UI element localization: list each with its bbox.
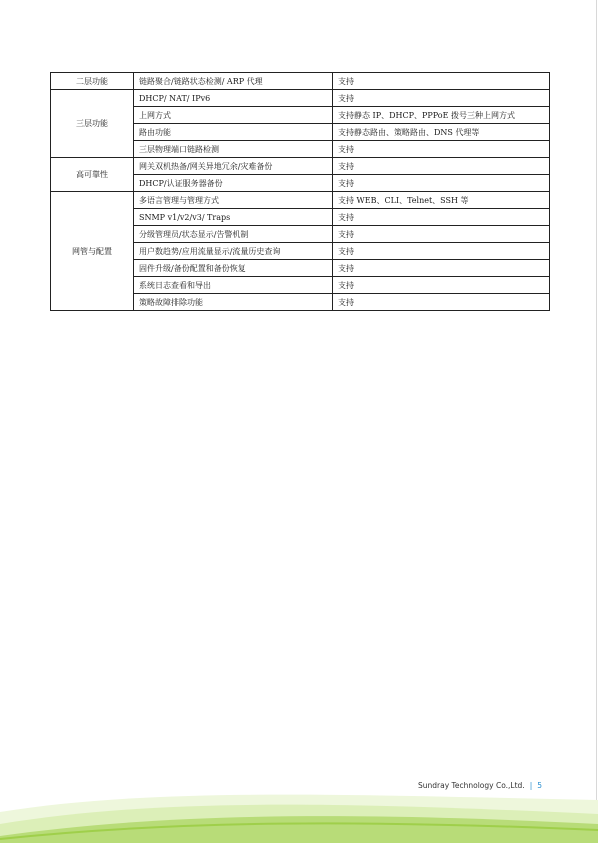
spec-table (50, 72, 550, 311)
table-row (51, 73, 550, 90)
category-cell: 三层功能 (51, 90, 134, 158)
support-cell: 支持 WEB、CLI、Telnet、SSH 等 (333, 192, 550, 209)
table-row (51, 192, 550, 209)
page-footer (418, 781, 542, 790)
spec-table-body (51, 73, 550, 311)
category-cell: 二层功能 (51, 73, 134, 90)
footer-separator: | (529, 781, 533, 790)
support-cell: 支持 (333, 226, 550, 243)
footer-company: Sundray Technology Co.,Ltd. (418, 781, 525, 790)
support-cell: 支持 (333, 294, 550, 311)
footer-wave-decoration (0, 790, 598, 843)
feature-cell: 路由功能 (134, 124, 333, 141)
feature-cell: 上网方式 (134, 107, 333, 124)
feature-cell: 策略故障排除功能 (134, 294, 333, 311)
table-row (51, 158, 550, 175)
feature-cell: DHCP/认证服务器备份 (134, 175, 333, 192)
table-row (51, 90, 550, 107)
support-cell: 支持 (333, 141, 550, 158)
support-cell: 支持 (333, 158, 550, 175)
feature-cell: 网关双机热备/网关异地冗余/灾难备份 (134, 158, 333, 175)
support-cell: 支持 (333, 209, 550, 226)
category-cell: 高可靠性 (51, 158, 134, 192)
support-cell: 支持静态 IP、DHCP、PPPoE 拨号三种上网方式 (333, 107, 550, 124)
feature-cell: 多语言管理与管理方式 (134, 192, 333, 209)
feature-cell: 用户数趋势/应用流量显示/流量历史查询 (134, 243, 333, 260)
support-cell: 支持 (333, 90, 550, 107)
page-number: 5 (537, 781, 542, 790)
feature-cell: 固件升级/备份配置和备份恢复 (134, 260, 333, 277)
support-cell: 支持 (333, 260, 550, 277)
feature-cell: SNMP v1/v2/v3/ Traps (134, 209, 333, 226)
feature-cell: DHCP/ NAT/ IPv6 (134, 90, 333, 107)
support-cell: 支持 (333, 243, 550, 260)
feature-cell: 链路聚合/链路状态检测/ ARP 代理 (134, 73, 333, 90)
category-cell: 网管与配置 (51, 192, 134, 311)
support-cell: 支持 (333, 73, 550, 90)
feature-cell: 分级管理员/状态显示/告警机制 (134, 226, 333, 243)
support-cell: 支持静态路由、策略路由、DNS 代理等 (333, 124, 550, 141)
support-cell: 支持 (333, 277, 550, 294)
support-cell: 支持 (333, 175, 550, 192)
feature-cell: 三层物理端口链路检测 (134, 141, 333, 158)
feature-cell: 系统日志查看和导出 (134, 277, 333, 294)
